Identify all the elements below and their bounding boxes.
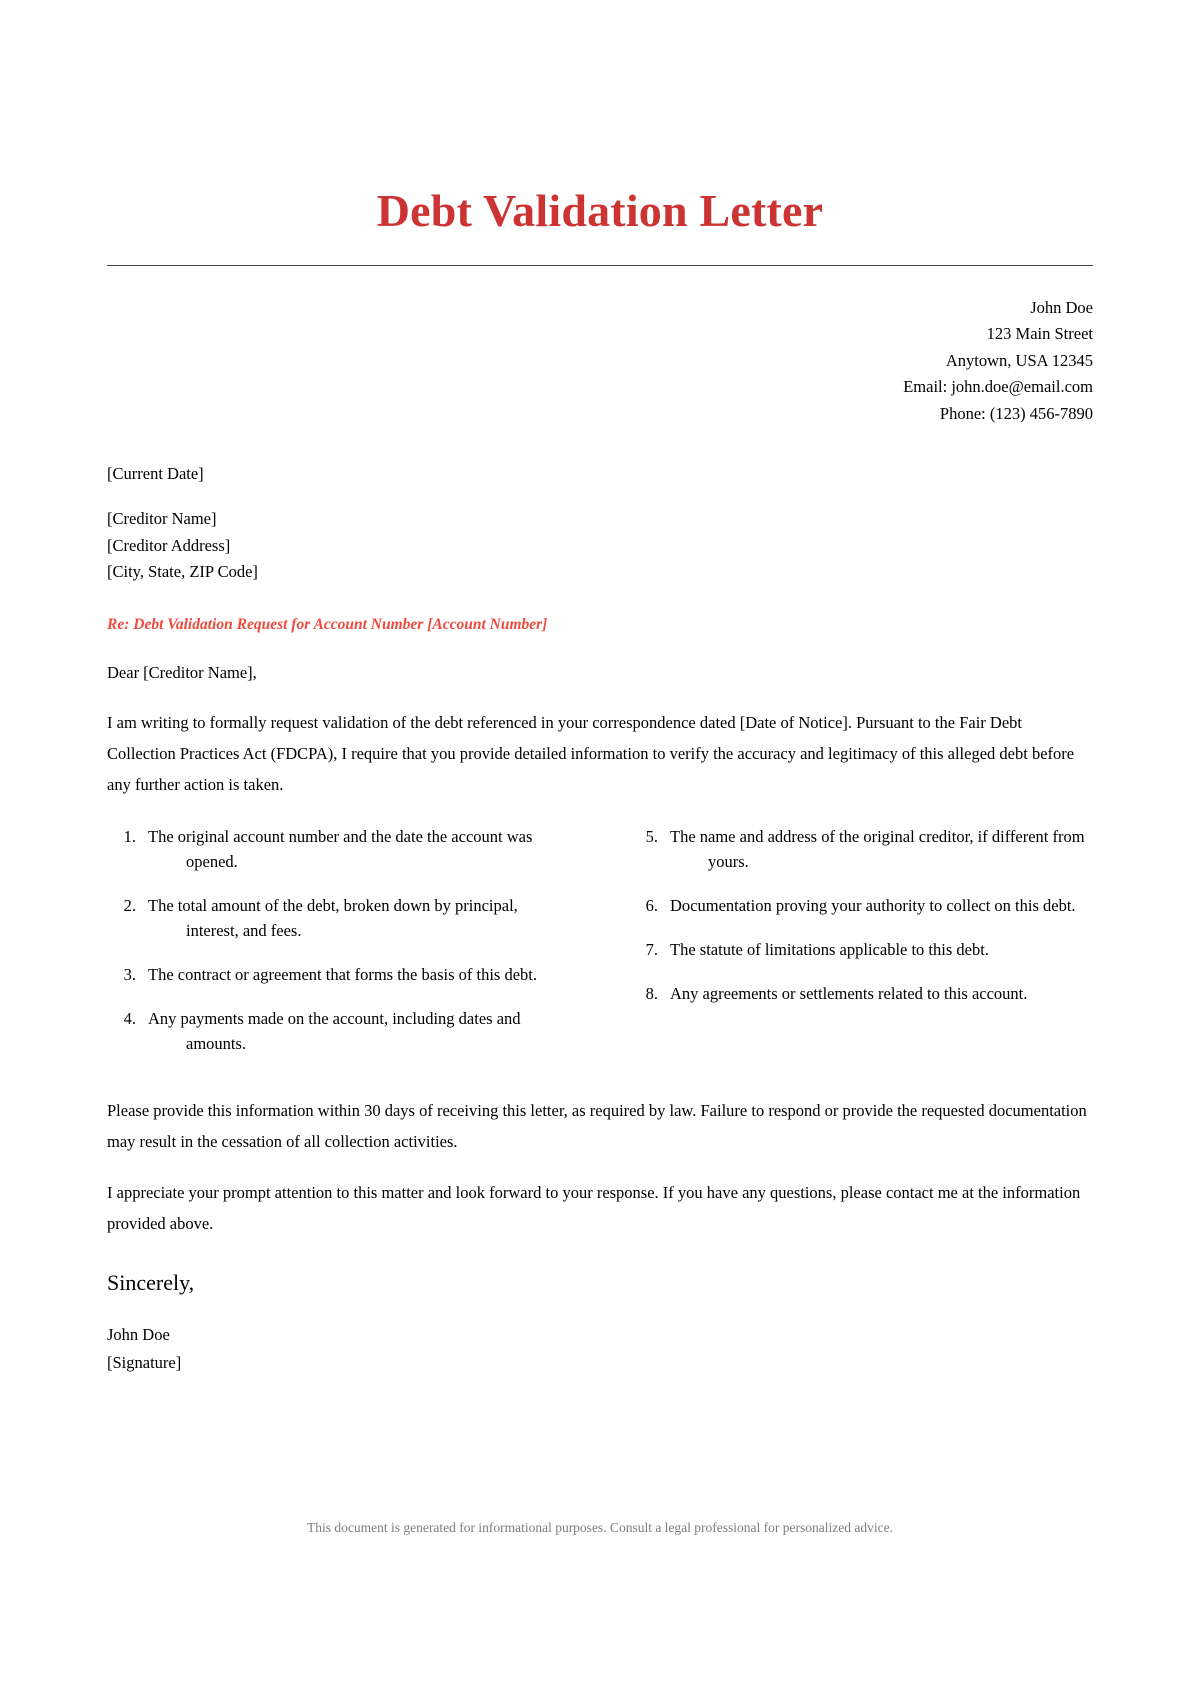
list-item-number: 4. [123, 1008, 136, 1028]
sender-email: Email: john.doe@email.com [903, 377, 1093, 397]
list-item [107, 824, 571, 874]
sender-city-state-zip: Anytown, USA 12345 [945, 350, 1093, 370]
list-item-number: 2. [123, 895, 136, 915]
list-item-text: The total amount of the debt, broken down by principal, interest, and fees. [148, 895, 518, 940]
requested-items-left-column [107, 824, 571, 1075]
list-item-number: 6. [645, 895, 658, 915]
list-item-text: The statute of limitations applicable to this debt. [670, 939, 989, 959]
salutation: Dear [Creditor Name], [107, 662, 257, 682]
sender-name: John Doe [1030, 297, 1093, 317]
subject-line: Re: Debt Validation Request for Account Number [Account Number] [107, 615, 548, 633]
list-item-text: The original account number and the date the account was opened. [148, 826, 533, 871]
list-item-text: Documentation proving your authority to collect on this debt. [670, 895, 1076, 915]
page-title: Debt Validation Letter [376, 185, 824, 236]
list-item-text: The contract or agreement that forms the basis of this debt. [148, 964, 537, 984]
recipient-city-state-zip: [City, State, ZIP Code] [107, 562, 258, 582]
signature-placeholder: [Signature] [107, 1352, 182, 1372]
list-item [107, 1006, 571, 1056]
deadline-paragraph: Please provide this information within 30 days of receiving this letter, as required by law. Failure to respond or provide the requested documentation may result in the cessation of all collection activities. [107, 1100, 1087, 1151]
recipient-name: [Creditor Name] [107, 509, 217, 529]
list-item [107, 893, 571, 943]
list-item [629, 893, 1093, 918]
list-item-text: Any agreements or settlements related to this account. [670, 983, 1028, 1003]
list-item [629, 937, 1093, 962]
list-item-number: 1. [123, 826, 136, 846]
recipient-address-block [107, 506, 1093, 586]
list-item-text: Any payments made on the account, including dates and amounts. [148, 1008, 521, 1053]
title-divider [107, 265, 1093, 266]
recipient-address: [Creditor Address] [107, 535, 231, 555]
requested-items-list [107, 824, 1093, 1075]
sender-phone: Phone: (123) 456-7890 [939, 403, 1093, 423]
intro-paragraph: I am writing to formally request validation of the debt referenced in your correspondence dated [Date of Notice]. Pursuant to the Fair Debt Collection Practices Act (FDCPA), I require that you provide detailed information to verify the accuracy and legitimacy of this alleged debt before any further action is taken. [107, 712, 1075, 794]
date-line: [Current Date] [107, 463, 204, 483]
requested-items-right-column [629, 824, 1093, 1075]
signer-name: John Doe [107, 1324, 170, 1344]
list-item-number: 7. [645, 939, 658, 959]
list-item [629, 824, 1093, 874]
list-item-number: 5. [645, 826, 658, 846]
closing-paragraph: I appreciate your prompt attention to this matter and look forward to your response. If you have any questions, please contact me at the information provided above. [107, 1182, 1081, 1233]
sender-street: 123 Main Street [986, 324, 1093, 344]
list-item-text: The name and address of the original creditor, if different from yours. [670, 826, 1085, 871]
list-item [629, 981, 1093, 1006]
list-item-number: 8. [645, 983, 658, 1003]
footer-disclaimer: This document is generated for informational purposes. Consult a legal professional for personalized advice. [307, 1520, 893, 1535]
sign-off: Sincerely, [107, 1269, 195, 1295]
list-item-number: 3. [123, 964, 136, 984]
list-item [107, 962, 571, 987]
signature-block [107, 1321, 1093, 1377]
sender-address-block [107, 295, 1093, 428]
